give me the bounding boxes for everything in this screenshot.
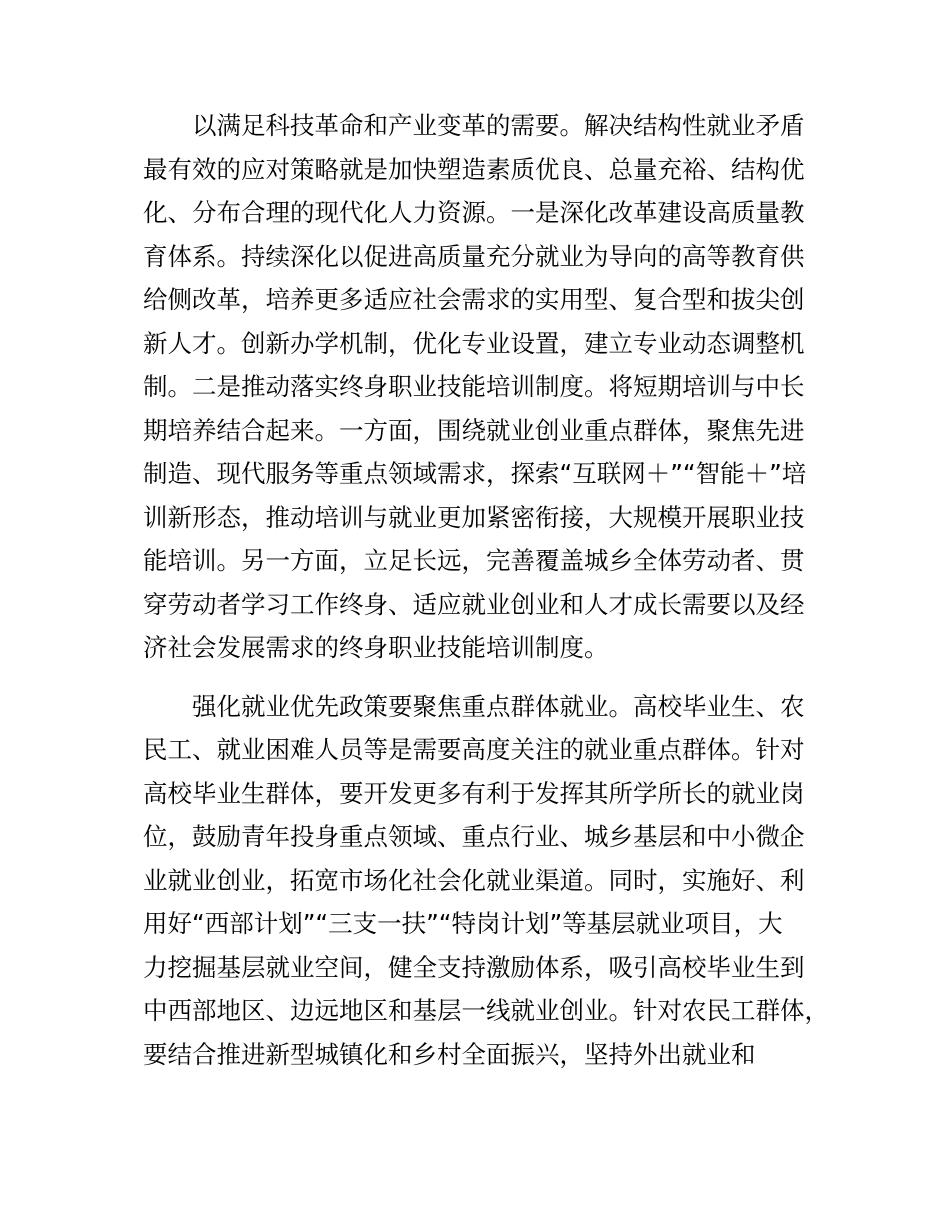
text-line: 新人才。创新办学机制，优化专业设置，建立专业动态调整机 [143,328,805,358]
text-line: 民工、就业困难人员等是需要高度关注的就业重点群体。针对 [143,735,805,764]
text-line: 用好“西部计划”“三支一扶”“特岗计划”等基层就业项目，大 [143,909,783,938]
text-line: 期培养结合起来。一方面，围绕就业创业重点群体，聚焦先进 [143,415,805,445]
text-line: 位，鼓励青年投身重点领域、重点行业、城乡基层和中小微企 [143,822,805,851]
text-line: 强化就业优先政策要聚焦重点群体就业。高校毕业生、农 [192,691,805,721]
text-line: 化、分布合理的现代化人力资源。一是深化改革建设高质量教 [143,198,805,227]
paragraph-1 [143,104,838,670]
text-line: 制造、现代服务等重点领域需求，探索“互联网＋”“智能＋”培 [143,459,807,488]
text-line: 力挖掘基层就业空间，健全支持激励体系，吸引高校毕业生到 [143,952,805,982]
text-line: 业就业创业，拓宽市场化社会化就业渠道。同时，实施好、利 [143,865,805,895]
text-line: 训新形态，推动培训与就业更加紧密衔接，大规模开展职业技 [143,502,805,532]
paragraph-2 [143,685,838,1077]
text-line: 给侧改革，培养更多适应社会需求的实用型、复合型和拔尖创 [143,285,805,314]
text-line: 能培训。另一方面，立足长远，完善覆盖城乡全体劳动者、贯 [143,546,805,575]
text-line: 以满足科技革命和产业变革的需要。解决结构性就业矛盾 [192,111,805,140]
document-page [143,104,838,1091]
text-line: 最有效的应对策略就是加快塑造素质优良、总量充裕、结构优 [143,154,805,184]
text-line: 中西部地区、边远地区和基层一线就业创业。针对农民工群体， [143,996,829,1025]
text-line: 穿劳动者学习工作终身、适应就业创业和人才成长需要以及经 [143,589,805,619]
text-line: 育体系。持续深化以促进高质量充分就业为导向的高等教育供 [143,241,805,271]
text-line: 要结合推进新型城镇化和乡村全面振兴，坚持外出就业和 [143,1039,756,1069]
text-line: 济社会发展需求的终身职业技能培训制度。 [143,633,609,662]
text-line: 高校毕业生群体，要开发更多有利于发挥其所学所长的就业岗 [143,778,805,808]
text-line: 制。二是推动落实终身职业技能培训制度。将短期培训与中长 [143,372,805,401]
